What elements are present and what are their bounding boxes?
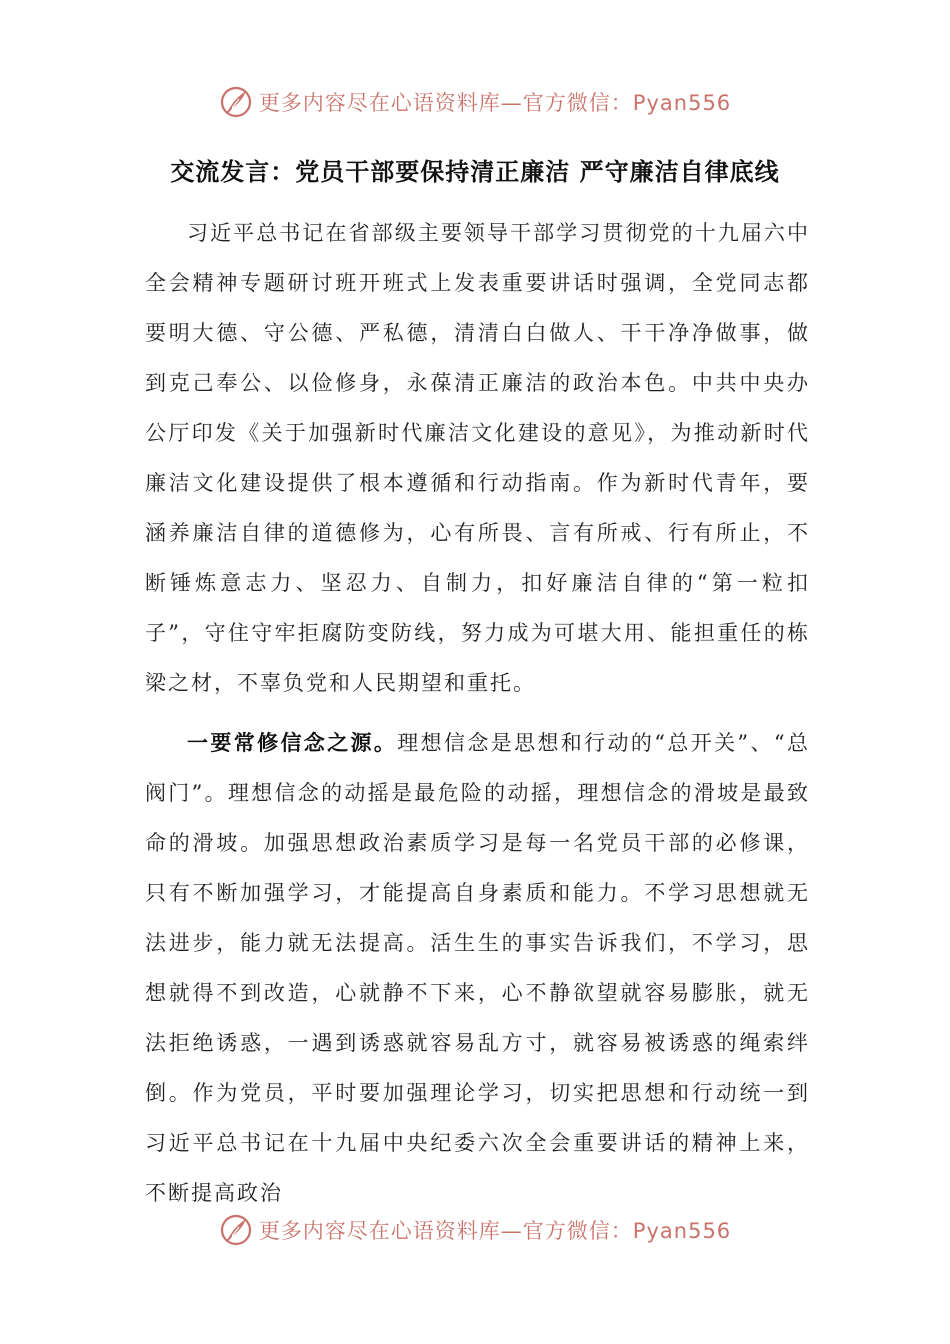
body-paragraph-2 (145, 718, 810, 1218)
document-title: 交流发言：党员干部要保持清正廉洁 严守廉洁自律底线 (170, 158, 780, 186)
body-paragraph-1 (145, 208, 810, 708)
footer-watermark-text: 更多内容尽在心语资料库—官方微信：Pyan556 (258, 1219, 732, 1243)
feather-pen-logo-icon (219, 1213, 253, 1247)
footer-watermark-banner (0, 1210, 950, 1250)
paragraph-2-text: 理想信念是思想和行动的“总开关”、“总阀门”。理想信念的动摇是最危险的动摇，理想信念的滑坡是最致命的滑坡。加强思想政治素质学习是每一名党员干部的必修课，只有不断加强学习，才能提高自身素质和能力。不学习思想就无法进步，能力就无法提高。活生生的事实告诉我们，不学习，思想就得不到改造，心就静不下来，心不静欲望就容易膨胀，就无法拒绝诱惑，一遇到诱惑就容易乱方寸，就容易被诱惑的绳索绊倒。作为党员，平时要加强理论学习，切实把思想和行动统一到习近平总书记在十九届中央纪委六次全会重要讲话的精神上来，不断提高政治 (145, 731, 810, 1205)
feather-pen-logo-icon (219, 85, 253, 119)
paragraph-1-text: 习近平总书记在省部级主要领导干部学习贯彻党的十九届六中全会精神专题研讨班开班式上发表重要讲话时强调，全党同志都要明大德、守公德、严私德，清清白白做人、干干净净做事，做到克己奉公、以俭修身，永葆清正廉洁的政治本色。中共中央办公厅印发《关于加强新时代廉洁文化建设的意见》，为推动新时代廉洁文化建设提供了根本遵循和行动指南。作为新时代青年，要涵养廉洁自律的道德修为，心有所畏、言有所戒、行有所止，不断锤炼意志力、坚忍力、自制力，扣好廉洁自律的“第一粒扣子”，守住守牢拒腐防变防线，努力成为可堪大用、能担重任的栋梁之材，不辜负党和人民期望和重托。 (145, 221, 810, 695)
paragraph-2-lead-heading: 一要常修信念之源。 (187, 731, 398, 755)
header-watermark-banner (0, 82, 950, 122)
header-watermark-text: 更多内容尽在心语资料库—官方微信：Pyan556 (258, 91, 732, 115)
